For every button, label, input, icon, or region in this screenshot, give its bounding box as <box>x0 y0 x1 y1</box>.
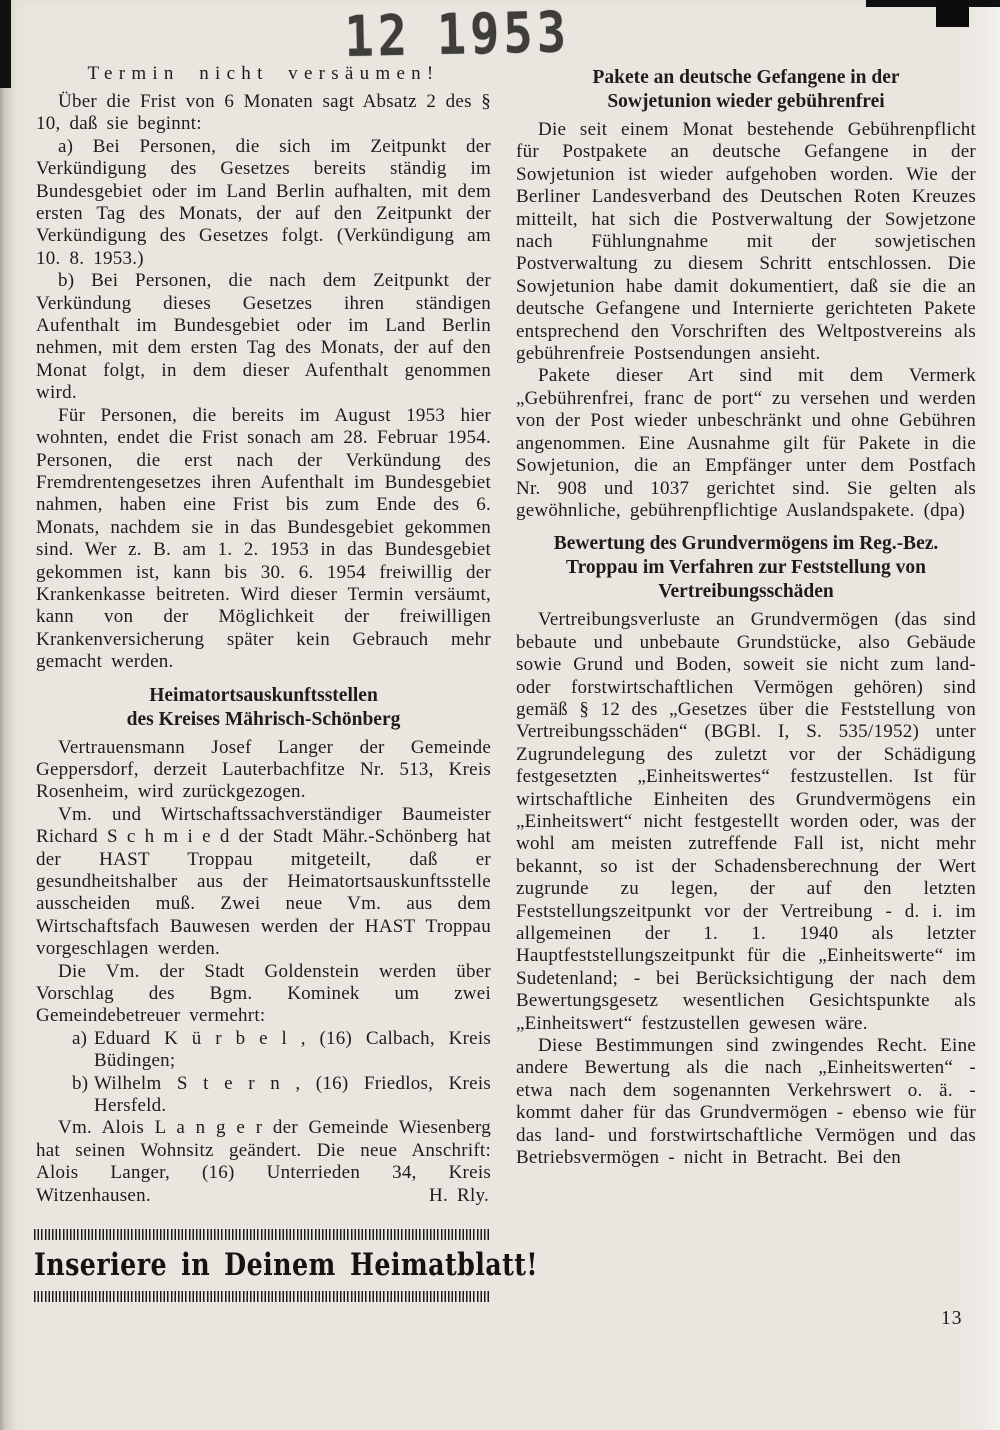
right-column <box>516 66 976 1169</box>
author-signature: H. Rly. <box>429 1184 489 1206</box>
paragraph: b) Bei Personen, die nach dem Zeitpunkt der Verkündung dieses Gesetzes ihren ständigen Aufenthalt im Bundesgebiet oder im Land Berlin nehmen, mit dem ersten Tag des Monats, der auf den Monat folgt, in dem dieser Aufenthalt genommen wird. <box>36 270 491 404</box>
paragraph: Die seit einem Monat bestehende Gebührenpflicht für Postpakete an deutsche Gefangene in der Sowjetunion ist wieder aufgehoben worden. Wie der Berliner Landesverband des Deutschen Roten Kreuzes mitteilt, hat sich die Postverwaltung der Sowjetzone nach Fühlungnahme mit der sowjetischen Postverwaltung zu diesem Schritt entschlossen. Die Sowjetunion habe damit dokumentiert, daß sie die an deutsche Gefangene und Internierte gerichteten Pakete entsprechend den Vorschriften des Weltpostvereins als gebührenfreie Postsendungen ansieht. <box>516 119 976 365</box>
scan-artifact-top-left <box>0 0 11 88</box>
paragraph: Vertrauensmann Josef Langer der Gemeinde Geppersdorf, derzeit Lauterbachfitze Nr. 513, Kreis Rosenheim, wird zurückgezogen. <box>36 736 491 803</box>
date-stamp <box>343 0 571 70</box>
title-line: Troppau im Verfahren zur Feststellung von <box>566 557 926 579</box>
article-title-termin: Termin nicht versäumen! <box>87 63 440 84</box>
closing-paragraph-text: Vm. Alois L a n g e r der Gemeinde Wiesenberg hat seinen Wohnsitz geändert. Die neue Anschrift: Alois Langer, (16) Unterrieden 34, Kreis Witzenhausen. <box>36 1117 491 1206</box>
scan-artifact-top-edge <box>866 0 1000 7</box>
banner-stripe-bottom <box>34 1291 490 1302</box>
title-line: Pakete an deutsche Gefangene in der <box>592 67 900 88</box>
advert-banner <box>34 1229 538 1302</box>
paragraph: a) Bei Personen, die sich im Zeitpunkt der Verkündigung des Gesetzes bereits ständig im Bundesgebiet oder im Land Berlin aufhalten, mit dem ersten Tag des Monats, der auf den Zeitpunkt der Verkündigung des Gesetzes folgt. (Verkündigung am 10. 8. 1953.) <box>36 135 491 269</box>
list-item-label: a) <box>72 1027 88 1049</box>
page-number: 13 <box>941 1308 963 1329</box>
title-line: Heimatortsauskunftsstellen <box>149 684 378 706</box>
paragraph: Die Vm. der Stadt Goldenstein werden über Vorschlag des Bgm. Kominek um zwei Gemeindebetreuer vermehrt: <box>36 960 491 1027</box>
title-line: Vertreibungsschäden <box>658 581 834 603</box>
title-line: Bewertung des Grundvermögens im Reg.-Bez. <box>553 533 939 555</box>
title-line: Sowjetunion wieder gebührenfrei <box>607 91 885 112</box>
left-column <box>36 62 491 1207</box>
paragraph: Vertreibungsverluste an Grundvermögen (das sind bebaute und unbebaute Grundstücke, also Gebäude sowie Grund und Boden, soweit sie nicht zum land- oder forstwirtschaftlichen Vermögen gehören) sind gemäß § 12 des „Gesetzes über die Feststellung von Vertreibungsschäden“ (BGBl. I, S. 535/1952) unter Zugrundelegung des zuletzt vor der Schädigung festgesetzten „Einheitswertes“ festzustellen. Ist für wirtschaftliche Einheiten des Grundvermögens ein „Einheitswert“ nicht festgestellt worden oder, was der wohl am meisten zutreffende Fall ist, nicht mehr bekannt, so ist der Schadensberechnung der Wert zugrunde zu legen, der auf den letzten Feststellungszeitpunkt vor der Vertreibung - d. i. im allgemeinen der 1. 1. 1940 als letzter Hauptfeststellungszeitpunkt für die „Einheitswerte“ im Sudetenland; - bei Berücksichtigung der nach dem Bewertungsgesetz wesentlichen Gesichtspunkte als „Einheitswert“ festzustellen gewesen wäre. <box>516 609 976 1034</box>
title-line: des Kreises Mährisch-Schönberg <box>126 708 401 730</box>
list-item-label: b) <box>72 1072 89 1094</box>
paragraph: Diese Bestimmungen sind zwingendes Recht. Eine andere Bewertung als die nach „Einheitswerten“ - etwa nach dem sogenannten Verkehrswert o. ä. - kommt daher für das Grundvermögen - ebenso wie für das land- und forstwirtschaftliche Vermögen und das Betriebsvermögen - nicht in Betracht. Bei den <box>516 1035 976 1169</box>
article-title-bewertung <box>516 532 976 604</box>
list-item-text: Eduard K ü r b e l , (16) Calbach, Kreis Büdingen; <box>94 1027 491 1072</box>
article-title-pakete <box>516 66 976 114</box>
banner-text: Inseriere in Deinem Heimatblatt! <box>34 1247 538 1283</box>
stamp-month: 12 <box>343 3 412 70</box>
banner-stripe-top <box>34 1229 490 1240</box>
list-item <box>36 1073 491 1118</box>
article-title-heimatortsauskunftsstellen <box>36 684 491 732</box>
paragraph: Pakete dieser Art sind mit dem Vermerk „Gebührenfrei, franc de port“ zu versehen und werden von der Post wieder unbeschränkt und ohne Gebühren angenommen. Eine Ausnahme gilt für Pakete in die Sowjetunion, die an Empfänger unter dem Postfach Nr. 908 und 1037 gerichtet sind. Sie gelten als gewöhnliche, gebührenpflichtige Auslandspakete. (dpa) <box>516 365 976 521</box>
stamp-year: 1953 <box>436 0 571 69</box>
closing-paragraph <box>36 1117 491 1207</box>
scan-artifact-top-right <box>936 0 969 27</box>
paragraph: Über die Frist von 6 Monaten sagt Absatz 2 des § 10, daß sie beginnt: <box>36 91 491 135</box>
paragraph: Vm. und Wirtschaftssachverständiger Baumeister Richard S c h m i e d der Stadt Mähr.-Schönberg hat der HAST Troppau mitgeteilt, daß er gesundheitshalber aus der Heimatortsauskunftsstelle ausscheiden muß. Zwei neue Vm. aus dem Wirtschaftsfach Bauwesen werden der HAST Troppau vorgeschlagen werden. <box>36 803 491 960</box>
stamp-gap <box>412 54 438 55</box>
list-item-text: Wilhelm S t e r n , (16) Friedlos, Kreis Hersfeld. <box>94 1072 491 1117</box>
list-item <box>36 1028 491 1073</box>
paragraph: Für Personen, die bereits im August 1953 hier wohnten, endet die Frist sonach am 28. Februar 1954. Personen, die erst nach der Verkündung des Fremdrentengesetzes ihren Aufenthalt im Bundesgebiet nahmen, haben eine Frist bis zum Ende des 6. Monats, nachdem sie in das Bundesgebiet gekommen sind. Wer z. B. am 1. 2. 1953 in das Bundesgebiet gekommen ist, kann bis 30. 6. 1954 freiwillig der Krankenkasse beitreten. Wird dieser Termin versäumt, kann von der Möglichkeit der freiwilligen Krankenversicherung später kein Gebrauch mehr gemacht werden. <box>36 404 491 673</box>
